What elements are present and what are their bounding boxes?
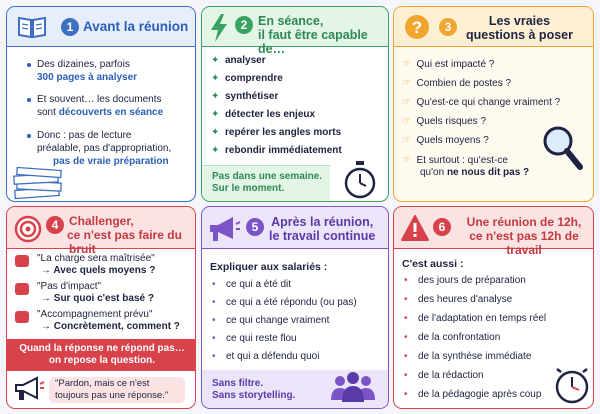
bullet: •	[404, 389, 408, 400]
exchange-reply: → Concrètement, comment ?	[41, 321, 180, 332]
bullet: •	[404, 332, 408, 343]
pushpin-icon: ✦	[211, 127, 220, 138]
list-item: • ce qui change vraiment	[212, 315, 330, 326]
question-item: ☞ Combien de postes ?	[402, 78, 512, 89]
card-title: Challenger, ce n'est pas faire du bruit	[67, 214, 182, 256]
step-number: 1	[61, 18, 79, 36]
card-title: Les vraies questions à poser	[466, 14, 573, 42]
list-item: • ce qui reste flou	[212, 333, 297, 344]
exchange-reply: → Avec quels moyens ?	[41, 265, 156, 276]
card-footer: Pas dans une semaine. Sur le moment.	[202, 165, 330, 201]
card-12h-meeting	[393, 206, 594, 409]
bullet: •	[212, 333, 216, 344]
bullet: •	[404, 313, 408, 324]
megaphone-icon	[207, 215, 241, 243]
step-number: 3	[439, 18, 457, 36]
list-item: • des jours de préparation	[404, 275, 526, 286]
bullet	[27, 98, 31, 102]
chat-icon	[15, 311, 29, 323]
document-stack-icon	[11, 167, 67, 201]
list-item: • de la rédaction	[404, 370, 484, 381]
target-icon	[14, 215, 42, 243]
bullet: •	[404, 351, 408, 362]
svg-text:?: ?	[411, 18, 423, 37]
list-item: ✦ repérer les angles morts	[211, 127, 342, 138]
card-real-questions	[393, 6, 594, 202]
list-item: • ce qui a été répondu (ou pas)	[212, 297, 357, 308]
alert-banner: Quand la réponse ne répond pas… on repose la question.	[7, 339, 196, 371]
clock-icon	[554, 367, 590, 405]
pushpin-icon: ✦	[211, 145, 220, 156]
stopwatch-icon	[342, 160, 378, 200]
card-challenge	[6, 206, 196, 409]
list-item: ✦ synthétiser	[211, 91, 279, 102]
final-quote: "Pardon, mais ce n'est toujours pas une réponse."	[49, 377, 185, 403]
bullet: •	[212, 315, 216, 326]
card-in-session	[201, 6, 389, 202]
chat-icon	[15, 283, 29, 295]
section-heading: Expliquer aux salariés :	[210, 261, 328, 273]
bullet: •	[404, 294, 408, 305]
list-item: • des heures d'analyse	[404, 294, 513, 305]
question-mark-icon	[404, 14, 430, 40]
book-icon	[17, 15, 47, 39]
step-number: 4	[46, 216, 64, 234]
step-number: 5	[246, 218, 264, 236]
card-title: Avant la réunion	[83, 19, 189, 34]
list-item: • de l'adaptation en temps réel	[404, 313, 547, 324]
megaphone-icon	[13, 376, 45, 402]
list-item: ✦ comprendre	[211, 73, 283, 84]
bullet	[27, 134, 31, 138]
question-item: ☞ Quels moyens ?	[402, 135, 489, 146]
question-item: ☞ Quels risques ?	[402, 116, 487, 127]
bullet-text: Des dizaines, parfois 300 pages à analyser	[37, 59, 138, 83]
bullet: •	[212, 297, 216, 308]
list-item: • ce qui a été dit	[212, 279, 292, 290]
exchange-reply: → Sur quoi c'est basé ?	[41, 293, 154, 304]
list-item: ✦ détecter les enjeux	[211, 109, 316, 120]
step-number: 2	[235, 16, 253, 34]
bullet: •	[212, 351, 216, 362]
bullet: •	[404, 275, 408, 286]
pushpin-icon: ✦	[211, 73, 220, 84]
list-item: ✦ rebondir immédiatement	[211, 145, 342, 156]
card-title: En séance, il faut être capable de…	[258, 14, 368, 56]
lightning-icon	[208, 13, 230, 43]
warning-icon	[400, 214, 430, 242]
card-footer: Sans filtre. Sans storytelling.	[202, 370, 389, 408]
group-people-icon	[328, 370, 378, 404]
list-item: • et qui a défendu quoi	[212, 351, 320, 362]
bullet	[27, 63, 31, 67]
question-item: ☞ Qu'est-ce qui change vraiment ?	[402, 97, 561, 108]
list-item: • de la synthèse immédiate	[404, 351, 532, 362]
card-before-meeting	[6, 6, 196, 202]
pushpin-icon: ✦	[211, 91, 220, 102]
question-item: ☞ Qui est impacté ?	[402, 59, 495, 70]
step-number: 6	[433, 218, 451, 236]
magnifier-icon	[540, 123, 586, 173]
bullet-text: Donc : pas de lecture préalable, pas d'appropriation, pas de vraie préparation	[37, 130, 172, 167]
pushpin-icon: ✦	[211, 109, 220, 120]
list-item: • de la pédagogie après coup	[404, 389, 542, 400]
bullet: •	[212, 279, 216, 290]
exchange-quote: "La charge sera maîtrisée"	[37, 253, 155, 264]
list-item: ✦ analyser	[211, 55, 266, 66]
card-after-meeting	[201, 206, 389, 409]
card-title: Après la réunion, le travail continue	[269, 215, 376, 243]
card-title: Une réunion de 12h, ce n'est pas 12h de travail	[466, 215, 582, 257]
exchange-quote: "Pas d'impact"	[37, 281, 102, 292]
exchange-quote: "Accompagnement prévu"	[37, 309, 153, 320]
pushpin-icon: ✦	[211, 55, 220, 66]
bullet: •	[404, 370, 408, 381]
list-item: • de la confrontation	[404, 332, 501, 343]
chat-icon	[15, 255, 29, 267]
bullet-text: Et souvent… les documents sont découverts en séance	[37, 94, 164, 118]
question-item: ☞ Et surtout : qu'est-ce qu'on ne nous dit pas ?	[402, 155, 530, 178]
section-heading: C'est aussi :	[402, 258, 464, 270]
